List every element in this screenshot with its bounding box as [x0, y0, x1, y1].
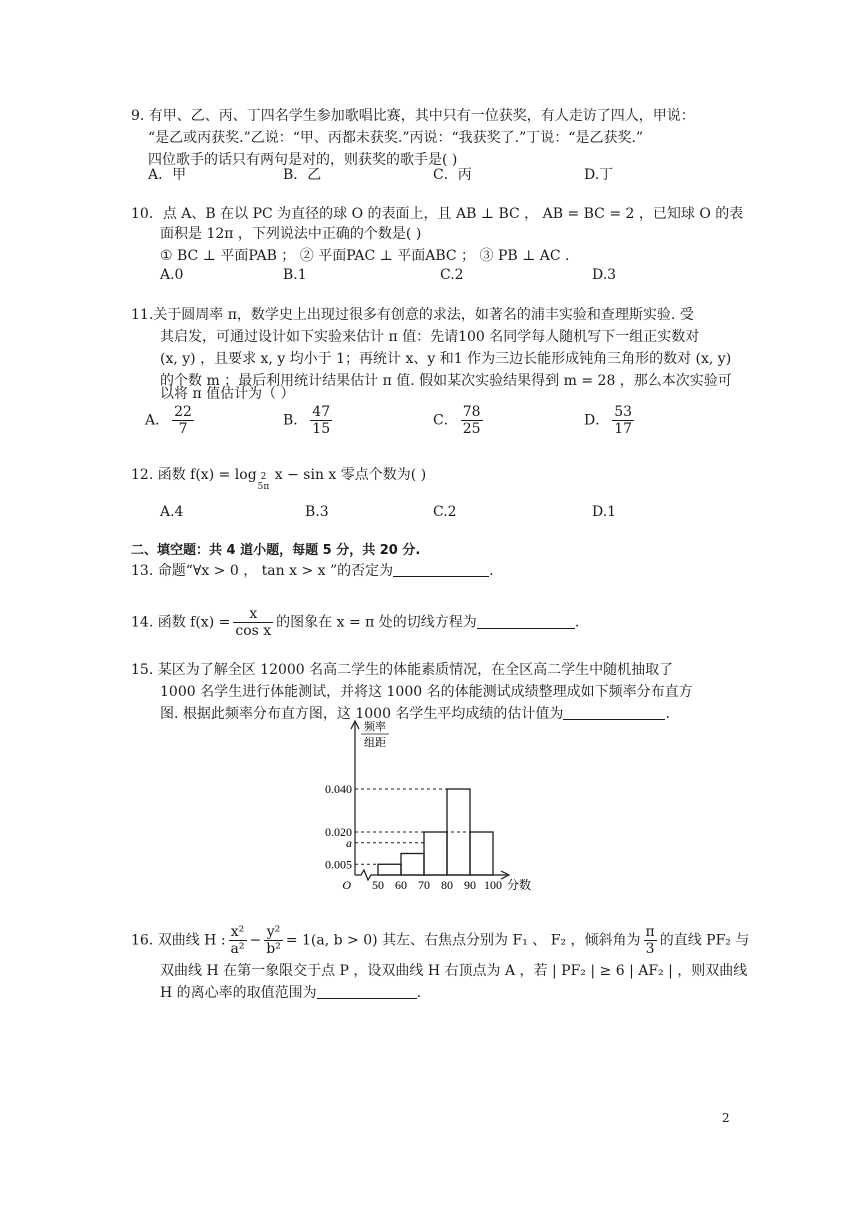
q9-option-c: C．丙 [433, 167, 472, 183]
q9-option-a: A．甲 [148, 167, 187, 183]
x-tick-label-70: 70 [418, 878, 430, 892]
q11-line-3: (x, y) ，且要求 x, y 均小于 1；再统计 x、y 和1 作为三边长能形成钝角三角形的数对 (x, y) [160, 351, 732, 367]
x-tick-label-50: 50 [372, 878, 384, 892]
q9-option-d: D.丁 [584, 167, 614, 183]
q15-line-3: 图. 根据此频率分布直方图，这 1000 名学生平均成绩的估计值为 . [160, 706, 670, 722]
q11-option-d: D． $\frac{53}{17}$ [584, 404, 633, 437]
y-axis-label-top: 频率 [364, 721, 386, 733]
histogram-labels [325, 719, 531, 892]
origin-label: O [342, 878, 351, 892]
y-tick-label-2: a [346, 835, 352, 850]
q11-option-b: B． $\frac{47}{15}$ [283, 404, 331, 437]
histogram-bar-60-70 [401, 854, 424, 876]
histogram-bars [378, 789, 493, 875]
section-2-heading: 二、填空题：共 4 道小题，每题 5 分，共 20 分. [131, 543, 421, 558]
y-tick-label-1: 0.020 [325, 825, 352, 839]
page-number: 2 [722, 1111, 730, 1125]
q10-option-b: B.1 [283, 267, 307, 283]
q12-option-c: C.2 [433, 504, 457, 520]
q12-option-a: A.4 [160, 504, 184, 520]
q11-option-a: A． $\frac{22}{7}$ [145, 404, 192, 437]
q14-stem: 14. 函数 f(x) = $\frac{x}{\text{cos x}}$ 的图象在 x = π 处的切线方程为 . [131, 606, 580, 639]
q12-option-b: B.3 [305, 504, 329, 520]
q16-line-3: H 的离心率的取值范围为 . [160, 985, 422, 1001]
q11-line-2: 其启发，可通过设计如下实验来估计 π 值：先请100 名同学每人随机写下一组正实数对 [160, 329, 700, 345]
x-tick-label-100: 100 [484, 878, 502, 892]
x-axis-label: 分数 [507, 878, 532, 892]
y-axis-label-bottom: 组距 [364, 737, 386, 749]
q11-line-4: 的个数 m ；最后利用统计结果估计 π 值. 假如某次实验结果得到 m = 28 ，那么本次实验可 [160, 373, 732, 389]
q11-line-5: 以将 π 值估计为（ ） [160, 386, 295, 402]
q10-line-2: 面积是 12π ，下列说法中正确的个数是( ) [160, 226, 422, 242]
q10-line-3: ① BC ⊥ 平面PAB ； ② 平面PAC ⊥ 平面ABC ； ③ PB ⊥ AC . [160, 248, 570, 264]
x-tick-label-90: 90 [464, 878, 476, 892]
q11-line-1: 11.关于圆周率 π，数学史上出现过很多有创意的求法，如著名的浦丰实验和查理斯实验. 受 [131, 307, 694, 323]
q10-option-c: C.2 [440, 267, 464, 283]
q12-stem: 12. 函数 f(x) = log 2 5π x − sin x 零点个数为( ) [131, 467, 427, 492]
q16-line-1: 16. 双曲线 H : $\frac{\text{x²}}{\text{a²}}$ − $\frac{\text{y²}}{\text{b²}}$ = 1(a, b > 0) 其左、右焦点分别为 F₁ 、 F₂ ，倾斜角为 $\frac{\pi}{3}$ 的直线 PF₂ 与 [131, 924, 750, 957]
frequency-histogram [300, 715, 560, 895]
q16-line-2: 双曲线 H 在第一象限交于点 P ，设双曲线 H 右顶点为 A ，若 | PF₂ | ≥ 6 | AF₂ | ，则双曲线 [160, 963, 748, 979]
x-tick-label-80: 80 [441, 878, 453, 892]
q11-option-c: C． $\frac{78}{25}$ [433, 404, 481, 437]
y-tick-label-0: 0.040 [325, 782, 352, 796]
y-tick-label-3: 0.005 [325, 857, 352, 872]
x-tick-label-60: 60 [395, 878, 407, 892]
q10-option-d: D.3 [592, 267, 617, 283]
q9-line-1: 9. 有甲、乙、丙、丁四名学生参加歌唱比赛，其中只有一位获奖，有人走访了四人，甲说： [131, 108, 695, 124]
q9-line-3: 四位歌手的话只有两句是对的，则获奖的歌手是( ) [148, 152, 458, 168]
q13-stem: 13. 命题“∀x > 0 ， tan x > x ”的否定为 . [131, 563, 494, 579]
histogram-bar-50-60 [378, 864, 401, 875]
q9-line-2: “是乙或丙获奖.”乙说：“甲、丙都未获奖.”丙说：“我获奖了.”丁说：“是乙获奖.” [148, 130, 644, 146]
q14-answer-blank[interactable] [477, 628, 575, 629]
q16-answer-blank[interactable] [317, 998, 417, 999]
q10-option-a: A.0 [160, 267, 184, 283]
q9-option-b: B．乙 [283, 167, 322, 183]
q15-line-2: 1000 名学生进行体能测试，并将这 1000 名的体能测试成绩整理成如下频率分布直方 [160, 684, 693, 700]
q10-line-1: 10．点 A、B 在以 PC 为直径的球 O 的表面上，且 AB ⊥ BC ， AB = BC = 2 ，已知球 O 的表 [131, 206, 744, 222]
q13-answer-blank[interactable] [393, 576, 489, 577]
histogram-bar-70-80 [424, 832, 447, 875]
q12-option-d: D.1 [592, 504, 617, 520]
q15-answer-blank[interactable] [563, 719, 665, 720]
histogram-bar-90-100 [470, 832, 493, 875]
q15-line-1: 15. 某区为了解全区 12000 名高二学生的体能素质情况，在全区高二学生中随机抽取了 [131, 662, 674, 678]
